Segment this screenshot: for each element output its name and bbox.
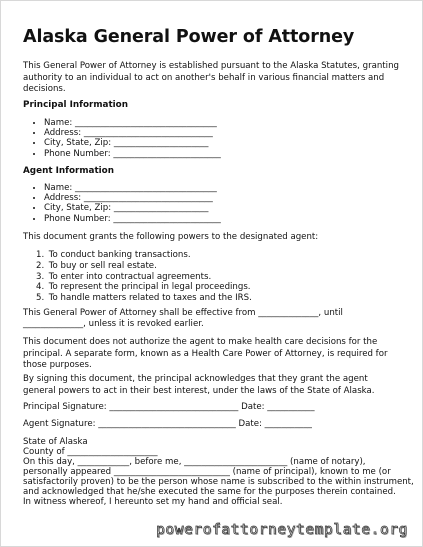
principal-heading: Principal Information (23, 100, 128, 110)
power-text: To conduct banking transactions. (48, 250, 191, 260)
power-text: To represent the principal in legal proceedings. (48, 282, 251, 293)
agent-fields (23, 183, 221, 224)
power-number: 5. (36, 293, 45, 304)
principal-address-field: • Address: ______________________________ (44, 128, 221, 138)
principal-phone-field: • Phone Number: _________________________ (44, 149, 221, 159)
principal-signature-line: Principal Signature: ______________________________ Date: ___________ (23, 402, 315, 412)
acknowledgment-paragraph: By signing this document, the principal acknowledges that they grant the agent general powers to act in their best interest, under the laws of the State of Alaska. (23, 374, 375, 396)
health-care-paragraph: This document does not authorize the agent to make health care decisions for the principal. A separate form, known as a Health Care Power of Attorney, is required for those purposes. (23, 337, 388, 371)
power-item (36, 282, 252, 293)
agent-address-field: • Address: ______________________________ (44, 193, 221, 203)
power-text: To handle matters related to taxes and the IRS. (48, 293, 252, 304)
notary-witness-line: In witness whereof, I hereunto set my hand and official seal. (23, 497, 283, 507)
effective-date-line: This General Power of Attorney shall be effective from ______________, until (23, 308, 343, 318)
notary-acknowledged-line: and acknowledged that he/she executed the same for the purposes therein contained. (23, 487, 396, 497)
power-text: To enter into contractual agreements. (48, 271, 212, 282)
power-number: 1. (36, 250, 45, 260)
powers-list (23, 250, 252, 304)
notary-county: County of _____________________ (23, 447, 158, 457)
agent-name-field: • Name: _________________________________ (44, 183, 221, 193)
power-number: 3. (36, 271, 45, 282)
agent-signature-line: Agent Signature: ________________________________ Date: ___________ (23, 419, 312, 429)
power-item (36, 250, 252, 261)
power-number: 4. (36, 282, 45, 293)
document-title: Alaska General Power of Attorney (23, 27, 355, 47)
principal-city-field: • City, State, Zip: ______________________ (44, 138, 221, 148)
power-number: 2. (36, 260, 45, 271)
notary-day-line: On this day, ____________, before me, ________________________ (name of notary), (23, 457, 366, 467)
notary-appeared-line: personally appeared ___________________________ (name of principal), known to me (or (23, 467, 391, 477)
site-watermark: powerofattorneytemplate.org (156, 522, 408, 538)
powers-intro: This document grants the following powers to the designated agent: (23, 232, 319, 242)
notary-proven-line: satisfactorily proven) to be the person whose name is subscribed to the within instrument, (23, 477, 414, 487)
principal-fields (23, 118, 221, 159)
power-text: To buy or sell real estate. (48, 260, 157, 271)
agent-city-field: • City, State, Zip: ______________________ (44, 203, 221, 213)
agent-phone-field: • Phone Number: _________________________ (44, 214, 221, 224)
power-item (36, 293, 252, 304)
notary-state: State of Alaska (23, 437, 88, 447)
principal-name-field: • Name: _________________________________ (44, 118, 221, 128)
power-item (36, 272, 252, 283)
agent-heading: Agent Information (23, 166, 114, 176)
revocation-line: ______________, unless it is revoked earlier. (23, 319, 204, 329)
power-item (36, 261, 252, 272)
intro-paragraph: This General Power of Attorney is established pursuant to the Alaska Statutes, granting authority to an individual to act on another's behalf in various financial matters and decisions. (23, 61, 399, 95)
